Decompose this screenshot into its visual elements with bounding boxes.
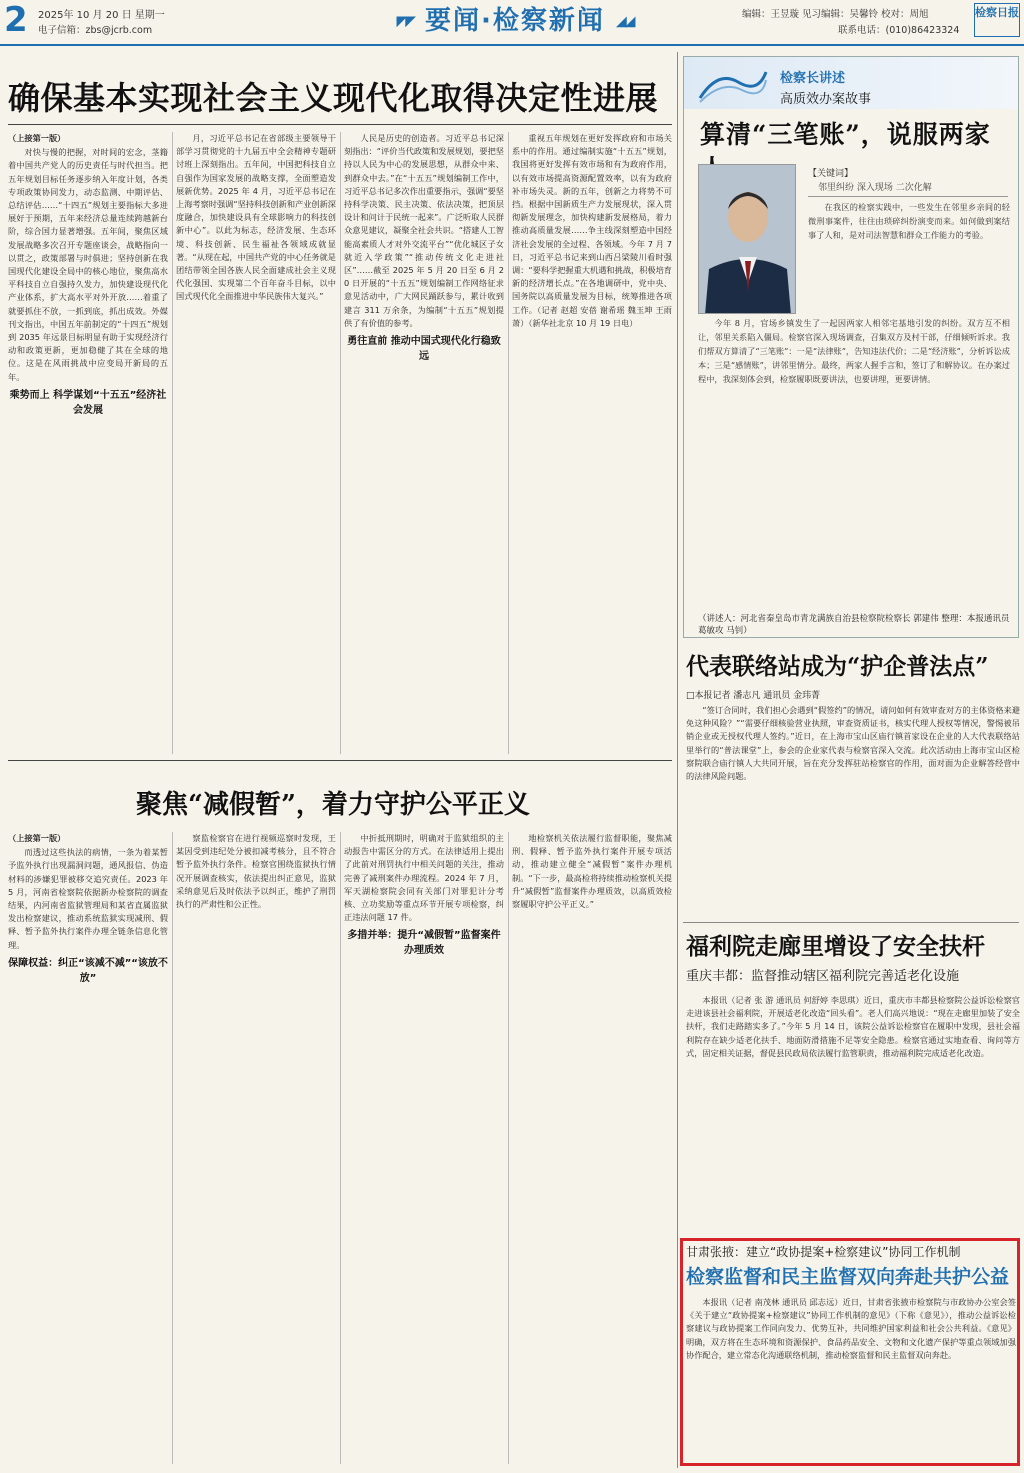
section-title xyxy=(380,4,650,39)
header-divider xyxy=(0,44,1024,46)
article2-body xyxy=(686,704,1020,914)
keywords-divider xyxy=(808,196,1008,197)
newspaper-logo: 检察日报 xyxy=(974,3,1020,37)
column-banner-icon xyxy=(698,64,768,104)
article4-body xyxy=(686,1296,1016,1462)
issue-date: 2025年 10 月 20 日 星期一 xyxy=(38,10,165,21)
column-divider xyxy=(508,132,509,754)
main-article-divider xyxy=(8,124,672,125)
bottom-article-col3-text: 中折抵刑期时，明确对于监狱组织的主动报告中需区分的方式。在法律适用上提出了此前对刑罚执行中相关问题的关注，推动完善了减刑案件办理流程。2024 年 7 月，军天湖检察院会同有关部门对罪犯计分考核、立功奖励等重点环节开展专项检察，纠正违法问题 17 件。 xyxy=(344,833,504,923)
speaker-portrait-image xyxy=(698,164,796,314)
section-decoration-right-icon: ◢◢ xyxy=(616,13,634,30)
article2-byline: □本报记者 潘志凡 通讯员 金玮菁 xyxy=(686,691,821,701)
article4-body-text: 本报讯（记者 南茂林 通讯员 邱志远）近日，甘肃省张掖市检察院与市政协办公室会签《关于建立“政协提案+检察建议”协同工作机制的意见》（下称《意见》），推动公益诉讼检察建议与政协提案工作同向发力、优势互补，共同维护国家利益和社会公共利益。《意见》明确，双方将在生态环境和资源保护、食品药品安全、文物和文化遗产保护等重点领域加强协作配合，建立常态化沟通联络机制，推动检察监督和民主监督双向奔赴。 xyxy=(686,1297,1016,1360)
bottom-article-column-2 xyxy=(176,832,336,1464)
main-article-column-1 xyxy=(8,132,168,754)
main-article-col1-text: 对快与慢的把握，对时间的宏念，茎籍着中国共产党人的历史责任与时代担当。把五年规划目标任务逐步纳入年度计划，各类专项政策协同发力，动态监测、中期评估、总结评估……“十四五”规划主要指标大多进展好于预期，五年来经济总量连续跨越新台阶，综合国力显著增强。五年间，聚焦区域发展战略多次召开专题座谈会，战略指向一以贯之，政策部署与时俱进；坚持创新在我国现代化建设全局中的核心地位，聚焦高水平科技自立自强持久发力，加快建设现代化产业体系，扩大高水平对外开放……着重了就要抓住不放，一抓到底，抓出成效。外媒刊文指出，中国五年前制定的“十四五”规划到 2035 年远景目标明显有助于实现经济行动和政策更新，更加稳健了其在全球的地位。这是在风雨挑战中应变局开新局的五年。 xyxy=(8,147,168,382)
bottom-article-divider xyxy=(8,760,672,761)
article3-subheadline: 重庆丰都：监督推动辖区福利院完善适老化设施 xyxy=(686,969,960,984)
feature-kicker-bottom: 高质效办案故事 xyxy=(780,92,872,107)
bottom-article-col4-text: 地检察机关依法履行监督职能，聚焦减刑、假释、暂予监外执行案件开展专项活动，推动建立健全“减假暂”案件办理机制。“下一步，最高检将持续推动检察机关提升“减假暂”监督案件办理质效，以高质效检察履职守护公平正义。” xyxy=(512,833,672,910)
bottom-article-headline: 聚焦“减假暂”，着力守护公平正义 xyxy=(136,790,530,820)
bottom-article-subhead-1: 保障权益：纠正“该减不减”“该放不放” xyxy=(8,957,168,984)
article4-kicker: 甘肃张掖：建立“政协提案+检察建议”协同工作机制 xyxy=(686,1245,961,1259)
article3-body xyxy=(686,994,1020,1234)
contact-phone: 联系电话：(010)86423324 xyxy=(838,25,960,36)
column-divider xyxy=(508,832,509,1464)
feature-kicker-top: 检察长讲述 xyxy=(780,71,846,86)
bottom-article-lead: （上接第一版） xyxy=(8,833,66,843)
main-article-subhead-1: 乘势而上 科学谋划“十五五”经济社会发展 xyxy=(9,389,167,416)
main-article-headline: 确保基本实现社会主义现代化取得决定性进展 xyxy=(8,79,659,117)
feature-body-text: 今年 8 月，官场乡镇发生了一起因两家人相邻宅基地引发的纠纷。双方互不相让，邻里关系陷入僵局。检察官深入现场调查，召集双方及村干部，仔细倾听诉求。我们帮双方算清了“三笔账”：一是“法律账”，告知违法代价；二是“经济账”，分析诉讼成本；三是“感情账”，讲邻里情分。最终，两家人握手言和，签订了和解协议。在办案过程中，我深刻体会到，检察履职既要讲法，也要讲理，更要讲情。 xyxy=(698,318,1010,384)
feature-body xyxy=(698,316,1010,616)
main-article-column-3 xyxy=(344,132,504,754)
article2-headline: 代表联络站成为“护企普法点” xyxy=(686,653,989,680)
column-divider xyxy=(340,832,341,1464)
bottom-article-column-4 xyxy=(512,832,672,1464)
article-divider xyxy=(683,922,1019,923)
sidebar-divider xyxy=(677,52,678,1468)
feature-intro-text: 在我区的检察实践中，一些发生在邻里乡亲间的轻微刑事案件，往往由琐碎纠纷演变而来。如何做到案结事了人和，是对司法智慧和群众工作能力的考验。 xyxy=(808,202,1010,240)
main-article-lead: （上接第一版） xyxy=(8,133,66,143)
main-article-col2-text: 月，习近平总书记在省部级主要领导干部学习贯彻党的十九届五中全会精神专题研讨班上深刻指出。五年间，中国把科技自立自强作为国家发展的战略支撑，全面塑造发展新优势。2025 年 4 月，习近平总书记在上海考察时强调“坚持科技创新和产业创新深度融合，加快建设具有全球影响力的科技创新中心”。以此为标志，经济发展、生态环境、科技创新、民生福祉各领域成就显著。“从现在起，中国共产党的中心任务就是团结带领全国各族人民全面建成社会主义现代化强国、实现第二个百年奋斗目标，以中国式现代化全面推进中华民族伟大复兴。” xyxy=(176,133,336,302)
feature-headline: 算清“三笔账”，说服两家 xyxy=(700,120,991,149)
bottom-article-col2-text: 察监检察官在进行视频巡察时发现，王某因受到违纪处分被扣减考核分，且不符合暂予监外执行条件。检察官围绕监狱执行情况开展调查核实，依法提出纠正意见，监狱采纳意见后及时依法予以纠正，维护了刑罚执行的严肃性和公正性。 xyxy=(176,833,336,910)
article2-body-text: “签订合同时，我们担心会遇到“假签约”的情况，请问如何有效审查对方的主体资格来避免这种风险？”“需要仔细核验营业执照，审查资质证书，核实代理人授权等情况，警惕被吊销企业或无授权代理人签约。”近日，在上海市宝山区庙行镇首家设在企业的人大代表联络站里举行的“普法课堂”上，参会的企业家代表与检察官深入交流。此次活动由上海市宝山区检察院联合庙行镇人大共同开展，旨在充分发挥驻站检察官的作用，面对面为企业解答经营中的法律风险问题。 xyxy=(686,705,1020,782)
page-number: 2 xyxy=(4,0,28,40)
main-article-col4-text: 重视五年规划在更好发挥政府和市场关系中的作用。通过编制实施“十五五”规划，我国将更好发挥有效市场和有为政府作用，以有效市场提高资源配置效率，以有为政府补市场失灵。新的五年，创新之力将势不可挡。根据中国新质生产力发展现状，深入贯彻新发展理念，加快构建新发展格局，着力推动高质量发展……争主线深刻塑造中国经济社会发展的全过程、各领域。今年 7 月 7 日，习近平总书记来到山西吕梁陵川看时强调：“要科学把握重大机遇和挑战，积极培育新的经济增长点。”在各地调研中，党中央、国务院以高质量发展为目标，统筹推进各项工作。（记者 赵超 安蓓 谢希瑶 魏玉坤 王雨萧）（新华社北京 10 月 19 日电） xyxy=(512,133,672,328)
feature-intro xyxy=(808,200,1010,314)
editors-credit: 编辑：王昱璇 见习编辑：吴馨铃 校对：周旭 xyxy=(742,9,929,20)
column-divider xyxy=(340,132,341,754)
contact-email: 电子信箱：zbs@jcrb.com xyxy=(38,25,153,36)
section-decoration-left-icon: ◤◤ xyxy=(396,13,414,30)
main-article-col3-text: 人民是历史的创造者。习近平总书记深刻指出：“评价当代政策和发展规划，要把坚持以人民为中心的发展思想，从群众中来、到群众中去。”在“十五五”规划编制工作中，习近平总书记多次作出重要指示，强调“要坚持科学决策、民主决策、依法决策，把顶层设计和问计于民统一起来”。广泛听取人民群众意见建议，凝聚全社会共识。“搭建人工智能高素质人才对外交流平台”“优化城区子女就近入学政策”“推动传统文化走进社区”……截至 2025 年 5 月 20 日至 6 月 20 日开展的“十五五”规划编制工作网络征求意见活动中，广大网民踊跃参与，累计收到建言 311 万余条，为编制“十五五”规划提供了有价值的参考。 xyxy=(344,133,504,328)
article4-headline: 检察监督和民主监督双向奔赴共护公益 xyxy=(686,1266,1010,1288)
bottom-article-column-1 xyxy=(8,832,168,1464)
main-article-subhead-2: 勇往直前 推动中国式现代化行稳致远 xyxy=(347,336,501,363)
column-divider xyxy=(172,832,173,1464)
column-divider xyxy=(172,132,173,754)
article3-body-text: 本报讯（记者 张 游 通讯员 何舒婷 李思琪）近日，重庆市丰都县检察院公益诉讼检察官走进该县社会福利院，开展适老化改造“回头看”。老人们高兴地说：“现在走廊里加装了安全扶杆，我们走路踏实多了。”今年 5 月 14 日，该院公益诉讼检察官在履职中发现，县社会福利院存在缺少适老化扶手、地面防滑措施不足等安全隐患。检察官通过实地查看、询问等方式，固定相关证据，督促县民政局依法履行监管职责，推动福利院完成适老化改造。 xyxy=(686,995,1020,1058)
keywords-label: 【关键词】 xyxy=(808,169,854,179)
main-article-column-4 xyxy=(512,132,672,754)
section-title-text: 要闻·检察新闻 xyxy=(425,6,605,36)
bottom-article-subhead-2: 多措并举：提升“减假暂”监督案件办理质效 xyxy=(347,930,501,957)
keywords-text: 邻里纠纷 深入现场 二次化解 xyxy=(818,183,932,193)
article3-headline: 福利院走廊里增设了安全扶杆 xyxy=(686,933,985,960)
main-article-column-2 xyxy=(176,132,336,754)
feature-byline: （讲述人：河北省秦皇岛市青龙满族自治县检察院检察长 郭建伟 整理：本报通讯员 葛敏攻 马钊） xyxy=(698,614,1010,636)
bottom-article-column-3 xyxy=(344,832,504,1464)
bottom-article-col1-text: 而透过这些执法的病情，一条为着某暂予监外执行出现漏洞问题，通风报信、伪造材料的涉嫌犯罪被移交追究责任。2023 年 5 月，河南省检察院依据新办检察院的调查结果，内河南省监狱管理局和某省直属监狱发出检察建议，推动系统监狱实现减刑、假释、暂予监外执行案件办理全链条信息化管理。 xyxy=(8,847,168,950)
